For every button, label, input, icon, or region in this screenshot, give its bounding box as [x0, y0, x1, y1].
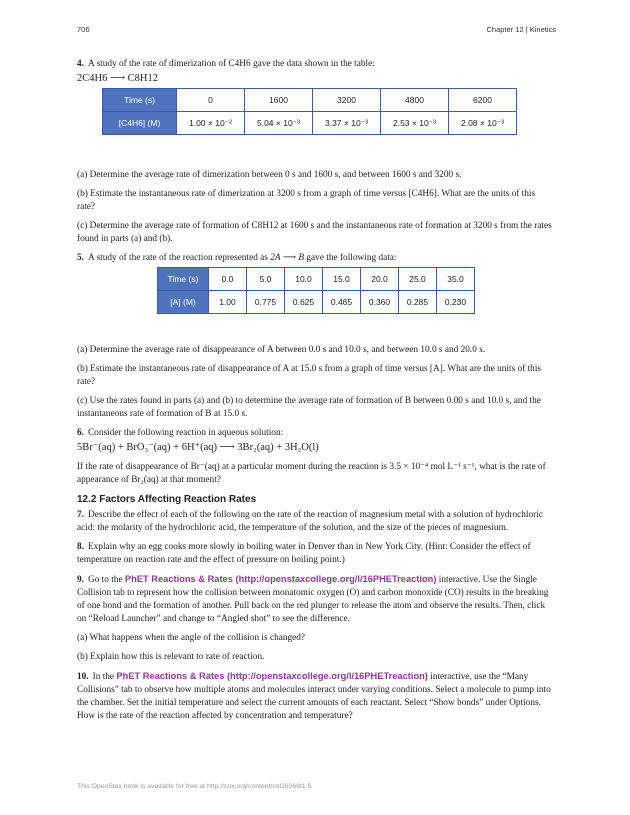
q5-time-cell: 25.0 [399, 268, 437, 291]
page-content [77, 58, 555, 729]
q8-text: Explain why an egg cooks more slowly in boiling water in Denver than in New York City. (Hint: Consider the effect of temperature on reaction rate and the effect of pressure on boiling point.) [77, 542, 531, 565]
q7 [77, 509, 555, 535]
q4-time-cell: 6200 [449, 89, 517, 112]
q4-conc-cell: 3.37 × 10⁻³ [313, 112, 381, 135]
q5-conc-header: [A] (M) [158, 291, 209, 314]
q4-equation: 2C4H6 ⟶ C8H12 [77, 73, 158, 84]
q6-intro-text: Consider the following reaction in aqueous solution: [87, 428, 284, 438]
q4-conc-cell: 5.04 × 10⁻³ [245, 112, 313, 135]
q7-text: Describe the effect of each of the following on the rate of the reaction of magnesium metal with a solution of hydrochloric acid: the molarity of the hydrochloric acid, the temperature of the solution, and the size of the pieces of magnesium. [77, 510, 543, 533]
q5-conc-cell: 0.775 [247, 291, 285, 314]
page-number: 706 [77, 25, 90, 34]
q5-part-a: (a) Determine the average rate of disappearance of A between 0.0 s and 10.0 s, and between 10.0 s and 20.0 s. [77, 345, 486, 355]
q5-intro-before: A study of the rate of the reaction represented as [87, 253, 268, 263]
q4-time-cell: 1600 [245, 89, 313, 112]
q7-number: 7. [77, 510, 84, 520]
q5-time-cell: 5.0 [247, 268, 285, 291]
q10-phet-link[interactable]: PhET Reactions & Rates (http://openstaxcollege.org/l/16PHETreaction) [116, 671, 428, 681]
q5-number: 5. [77, 253, 84, 263]
q6-intro [77, 427, 555, 440]
q5-time-cell: 20.0 [361, 268, 399, 291]
q8-number: 8. [77, 542, 84, 552]
q4-intro-text: A study of the rate of dimerization of C4H6 gave the data shown in the table: [87, 59, 375, 69]
q5-time-cell: 35.0 [437, 268, 475, 291]
q6-question: If the rate of disappearance of Br⁻(aq) at a particular moment during the reaction is 3.5 × 10⁻⁴ mol L⁻¹ s⁻¹, what is the rate of appearance of Br₂(aq) at that moment? [77, 462, 546, 485]
q6-equation: 5Br⁻(aq) + BrO₃⁻(aq) + 6H⁺(aq) ⟶ 3Br₂(aq) + 3H₂O(l) [77, 442, 319, 453]
q5-part-b: (b) Estimate the instantaneous rate of disappearance of A at 15.0 s from a graph of time versus [A]. What are the units of this rate? [77, 364, 542, 387]
q5-time-cell: 0.0 [209, 268, 247, 291]
q4-conc-header: [C4H6] (M) [103, 112, 177, 135]
q5-time-header: Time (s) [158, 268, 209, 291]
q9-before: Go to the [87, 575, 123, 585]
q5-conc-cell: 1.00 [209, 291, 247, 314]
q5-conc-cell: 0.230 [437, 291, 475, 314]
q10 [77, 670, 555, 723]
q9-number: 9. [77, 575, 84, 585]
q8 [77, 541, 555, 567]
q9-part-b: (b) Explain how this is relevant to rate of reaction. [77, 652, 265, 662]
q10-after: interactive, use the “Many Collisions” tab to observe how multiple atoms and molecules interact under varying conditions. Select a molecule to pump into the chamber. Set the initial temperature and select the current amounts of each reactant. Select “Show bonds” under Options. How is the rate of the reaction affected by concentration and temperature? [77, 672, 551, 721]
q5-time-cell: 15.0 [323, 268, 361, 291]
q5-time-cell: 10.0 [285, 268, 323, 291]
q6-number: 6. [77, 428, 84, 438]
q5-part-c: (c) Use the rates found in parts (a) and (b) to determine the average rate of formation of B between 0.00 s and 10.0 s, and the instantaneous rate of formation of B at 15.0 s. [77, 396, 541, 419]
chapter-title: Chapter 12 | Kinetics [486, 25, 556, 34]
q4-number: 4. [77, 59, 84, 69]
q4-conc-cell: 1.00 × 10⁻² [177, 112, 245, 135]
q4-time-cell: 0 [177, 89, 245, 112]
q9 [77, 573, 555, 626]
q9-after: interactive. Use the Single Collision tab to represent how the collision between monatomic oxygen (O) and carbon monoxide (CO) results in the breaking of one bond and the formation of another. Pull back on the red plunger to release the atom and observe the results. Then, click on “Reload Launcher” and change to “Angled shot” to see the difference. [77, 575, 549, 624]
q4-part-b: (b) Estimate the instantaneous rate of dimerization at 3200 s from a graph of time versus [C4H6]. What are the units of this rate? [77, 189, 536, 212]
q4-time-row [103, 89, 517, 112]
q9-phet-link[interactable]: PhET Reactions & Rates (http://openstaxcollege.org/l/16PHETreaction) [124, 574, 437, 584]
footer-note: This OpenStax book is available for free at http://cnx.org/content/col26069/1.5 [77, 783, 312, 790]
q5-conc-cell: 0.465 [323, 291, 361, 314]
q5-data-table [157, 267, 475, 314]
q4-part-c: (c) Determine the average rate of formation of C8H12 at 1600 s and the instantaneous rate of formation at 3200 s from the rates found in parts (a) and (b). [77, 221, 552, 244]
q5-time-row [158, 268, 475, 291]
q10-number: 10. [77, 672, 89, 682]
q5-conc-cell: 0.625 [285, 291, 323, 314]
q5-conc-cell: 0.360 [361, 291, 399, 314]
q9-part-a: (a) What happens when the angle of the collision is changed? [77, 633, 306, 643]
q5-conc-cell: 0.285 [399, 291, 437, 314]
q4-conc-row [103, 112, 517, 135]
q4-conc-cell: 2.08 × 10⁻³ [449, 112, 517, 135]
q4-intro [77, 58, 555, 71]
q5-conc-row [158, 291, 475, 314]
section-title: 12.2 Factors Affecting Reaction Rates [77, 494, 257, 505]
q5-intro-after: gave the following data: [306, 253, 397, 263]
q5-intro [77, 252, 555, 265]
q4-time-cell: 4800 [381, 89, 449, 112]
q4-time-header: Time (s) [103, 89, 177, 112]
q10-before: In the [92, 672, 115, 682]
q4-data-table [102, 88, 517, 135]
q5-equation: 2A ⟶ B [270, 253, 305, 263]
q4-conc-cell: 2.53 × 10⁻³ [381, 112, 449, 135]
q4-part-a: (a) Determine the average rate of dimerization between 0 s and 1600 s, and between 1600 s and 3200 s. [77, 170, 462, 180]
q4-time-cell: 3200 [313, 89, 381, 112]
